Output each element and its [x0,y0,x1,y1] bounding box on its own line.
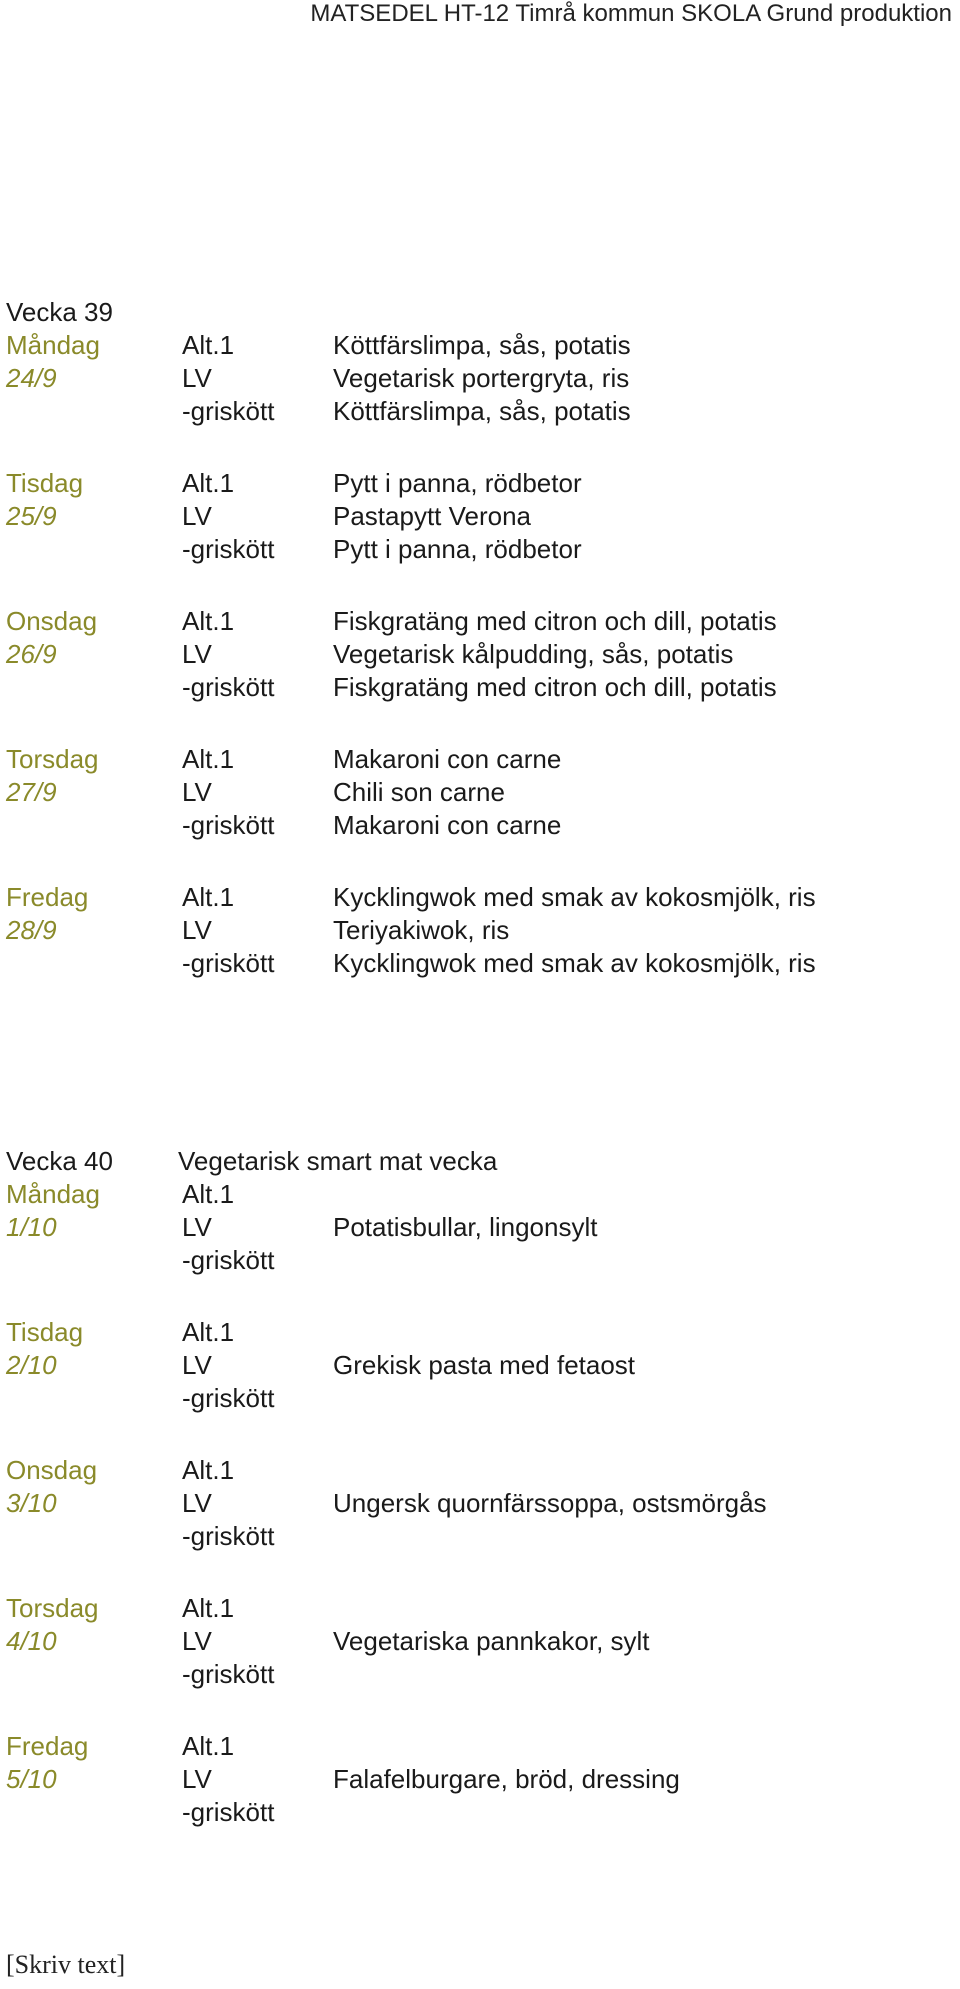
day-name: Tisdag [6,468,84,498]
day-block [6,605,946,704]
lv-label: LV [182,1488,212,1518]
day-date: 2/10 [6,1350,57,1380]
day-block [6,329,946,428]
lv-label: LV [182,777,212,807]
day-date: 1/10 [6,1212,57,1242]
day-name: Måndag [6,1179,100,1209]
alt1-label: Alt.1 [182,330,235,360]
week-39-heading: Vecka 39 [6,297,113,327]
griskott-dish: Makaroni con carne [333,810,562,840]
lv-dish: Ungersk quornfärssoppa, ostsmörgås [333,1488,767,1518]
lv-dish: Potatisbullar, lingonsylt [333,1212,598,1242]
alt1-label: Alt.1 [182,606,235,636]
griskott-dish: Kycklingwok med smak av kokosmjölk, ris [333,948,816,978]
lv-label: LV [182,915,212,945]
lv-dish: Falafelburgare, bröd, dressing [333,1764,680,1794]
griskott-label: -griskött [182,1245,275,1275]
week-40-section [6,1145,946,1868]
lv-dish: Vegetarisk portergryta, ris [333,363,630,393]
document-header: MATSEDEL HT-12 Timrå kommun SKOLA Grund produktion [310,0,952,27]
alt1-label: Alt.1 [182,1455,235,1485]
griskott-label: -griskött [182,1797,275,1827]
lv-label: LV [182,363,212,393]
day-name: Onsdag [6,1455,98,1485]
lv-label: LV [182,639,212,669]
alt1-dish: Makaroni con carne [333,744,562,774]
alt1-label: Alt.1 [182,468,235,498]
day-block [6,467,946,566]
griskott-dish: Pytt i panna, rödbetor [333,534,582,564]
alt1-dish: Pytt i panna, rödbetor [333,468,582,498]
day-date: 26/9 [6,639,57,669]
griskott-label: -griskött [182,1659,275,1689]
alt1-label: Alt.1 [182,744,235,774]
griskott-dish: Köttfärslimpa, sås, potatis [333,396,631,426]
griskott-label: -griskött [182,1383,275,1413]
week-39-title [6,296,946,329]
day-date: 3/10 [6,1488,57,1518]
lv-dish: Chili son carne [333,777,505,807]
day-date: 28/9 [6,915,57,945]
day-date: 27/9 [6,777,57,807]
week-40-heading: Vecka 40 [6,1146,113,1176]
day-block [6,881,946,980]
lv-label: LV [182,1764,212,1794]
lv-label: LV [182,1350,212,1380]
alt1-dish: Fiskgratäng med citron och dill, potatis [333,606,777,636]
lv-dish: Teriyakiwok, ris [333,915,510,945]
day-name: Tisdag [6,1317,84,1347]
lv-label: LV [182,1626,212,1656]
alt1-dish: Köttfärslimpa, sås, potatis [333,330,631,360]
day-name: Torsdag [6,1593,99,1623]
day-date: 4/10 [6,1626,57,1656]
griskott-label: -griskött [182,534,275,564]
day-name: Onsdag [6,606,98,636]
griskott-label: -griskött [182,672,275,702]
day-block [6,1730,946,1829]
day-date: 24/9 [6,363,57,393]
alt1-label: Alt.1 [182,1179,235,1209]
week-39-section [6,296,946,1019]
lv-label: LV [182,501,212,531]
griskott-label: -griskött [182,1521,275,1551]
alt1-label: Alt.1 [182,1317,235,1347]
week-40-title [6,1145,946,1178]
lv-dish: Vegetarisk kålpudding, sås, potatis [333,639,734,669]
day-block [6,1178,946,1277]
alt1-label: Alt.1 [182,1731,235,1761]
day-date: 25/9 [6,501,57,531]
week-40-theme: Vegetarisk smart mat vecka [178,1146,498,1176]
footer-placeholder: [Skriv text] [6,1950,126,1979]
griskott-dish: Fiskgratäng med citron och dill, potatis [333,672,777,702]
alt1-label: Alt.1 [182,882,235,912]
day-block [6,1454,946,1553]
alt1-dish: Kycklingwok med smak av kokosmjölk, ris [333,882,816,912]
alt1-label: Alt.1 [182,1593,235,1623]
lv-dish: Grekisk pasta med fetaost [333,1350,636,1380]
day-name: Torsdag [6,744,99,774]
day-block [6,1592,946,1691]
day-name: Fredag [6,882,89,912]
lv-dish: Vegetariska pannkakor, sylt [333,1626,650,1656]
day-name: Måndag [6,330,100,360]
lv-dish: Pastapytt Verona [333,501,532,531]
day-block [6,1316,946,1415]
day-date: 5/10 [6,1764,57,1794]
day-block [6,743,946,842]
lv-label: LV [182,1212,212,1242]
griskott-label: -griskött [182,810,275,840]
griskott-label: -griskött [182,396,275,426]
griskott-label: -griskött [182,948,275,978]
day-name: Fredag [6,1731,89,1761]
